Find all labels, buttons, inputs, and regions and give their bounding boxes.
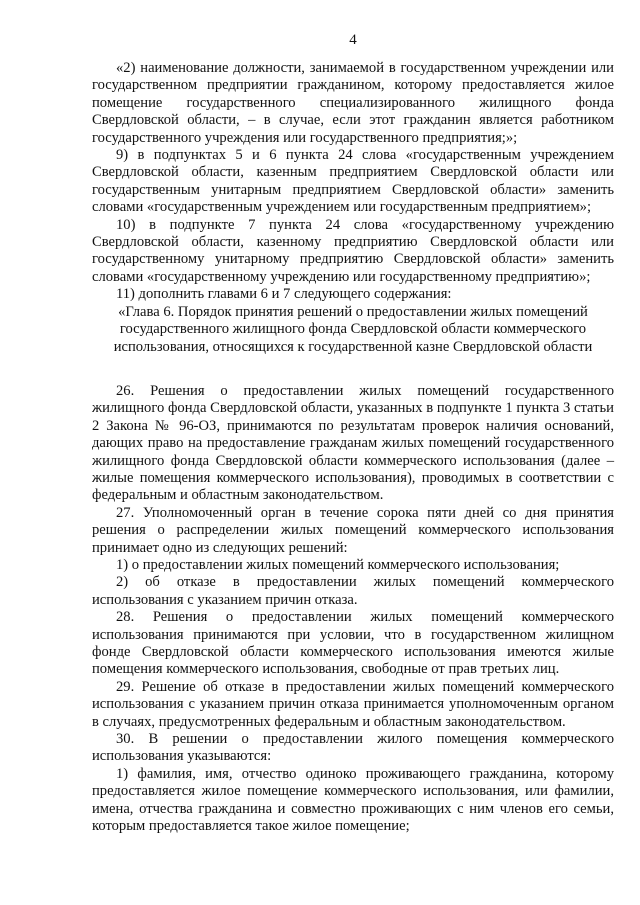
paragraph-amendment-10: 10) в подпункте 7 пункта 24 слова «государственному учреждению Свердловской области, казенному предприятию Свердловской области или государственному унитарному предприятию Свердловской области» заменить словами «государственному учреждению или государственному предприятию»; [92, 216, 614, 285]
chapter-6-heading: «Глава 6. Порядок принятия решений о предоставлении жилых помещений государственного жилищного фонда Свердловской области коммерческого использования, относящихся к государственной казне Свердловской области [113, 303, 593, 355]
section-spacer [92, 356, 614, 383]
clause-26: 26. Решения о предоставлении жилых помещений государственного жилищного фонда Свердловской области, указанных в подпункте 1 пункта 3 статьи 2 Закона № 96-ОЗ, принимаются по результатам проверок наличия оснований, дающих право на предоставление гражданам жилых помещений государственного жилищного фонда Свердловской области коммерческого использования (далее – жилые помещения коммерческого использования), проводимых в соответствии с федеральным и областным законодательством. [92, 382, 614, 504]
page-number: 4 [349, 32, 357, 48]
paragraph-amendment-11: 11) дополнить главами 6 и 7 следующего содержания: [116, 286, 452, 303]
clause-30: 30. В решении о предоставлении жилого помещения коммерческого использования указываются: [92, 731, 614, 765]
clause-27-option-2: 2) об отказе в предоставлении жилых помещений коммерческого использования с указанием причин отказа. [92, 574, 614, 608]
paragraph-amendment-9: 9) в подпунктах 5 и 6 пункта 24 слова «государственным учреждением Свердловской области, казенным предприятием Свердловской области или государственным унитарным предприятием Свердловской области» заменить словами «государственным учреждением или государственным предприятием»; [92, 147, 614, 216]
clause-29: 29. Решение об отказе в предоставлении жилых помещений коммерческого использования с указанием причин отказа принимается уполномоченным органом в случаях, предусмотренных федеральным и областным законодательством. [92, 678, 614, 730]
paragraph-item-2-position: «2) наименование должности, занимаемой в государственном учреждении или государственном предприятии гражданином, которому предоставляется жилое помещение государственного специализированного жилищного фонда Свердловской области, – в случае, если этот гражданин является работником государственного учреждения или государственного предприятия;»; [92, 60, 614, 146]
clause-27: 27. Уполномоченный орган в течение сорока пяти дней со дня принятия решения о распределении жилых помещений коммерческого использования принимает одно из следующих решений: [92, 504, 614, 556]
clause-27-option-1: 1) о предоставлении жилых помещений коммерческого использования; [116, 556, 560, 573]
document-page [92, 30, 614, 835]
clause-30-item-1: 1) фамилия, имя, отчество одиноко проживающего гражданина, которому предоставляется жилое помещение коммерческого использования, или фамилии, имена, отчества гражданина и совместно проживающих с ним членов его семьи, которым предоставляется такое жилое помещение; [92, 765, 614, 835]
clause-28: 28. Решения о предоставлении жилых помещений коммерческого использования принимаются при условии, что в государственном жилищном фонде Свердловской области коммерческого использования имеются жилые помещения коммерческого использования, свободные от прав третьих лиц. [92, 609, 614, 678]
